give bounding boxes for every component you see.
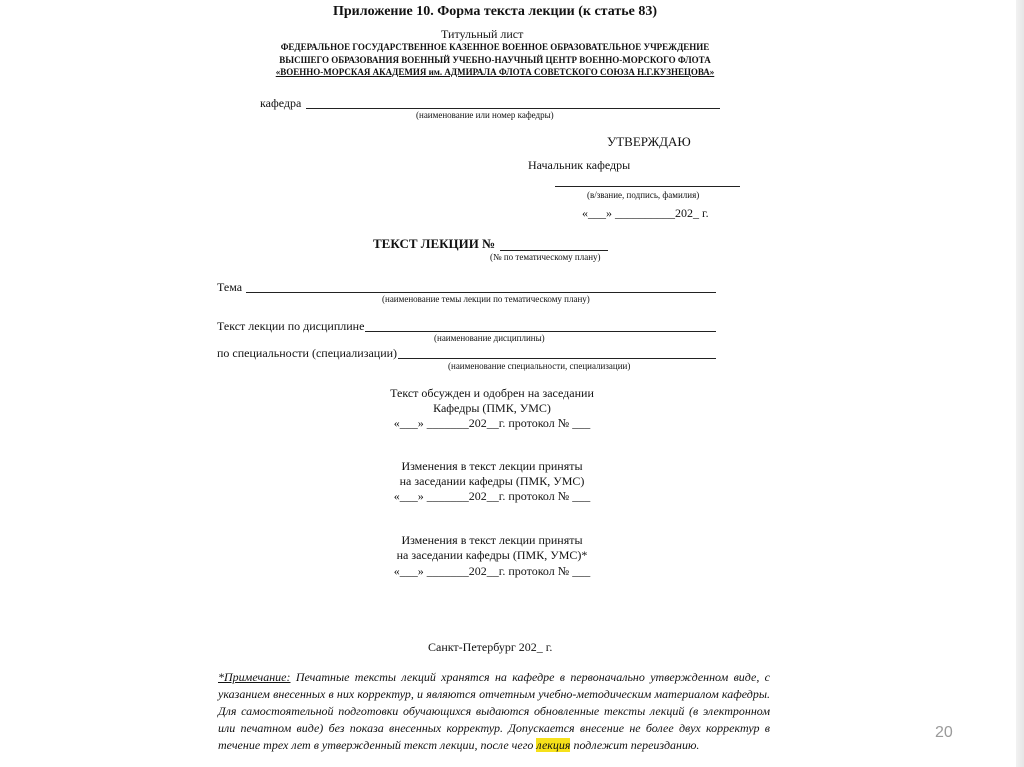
department-label: кафедра [260, 96, 302, 110]
topic-caption: (наименование темы лекции по тематическому плану) [382, 294, 590, 304]
title-page-label: Титульный лист [441, 27, 524, 41]
footnote-text-1: Печатные тексты лекций хранятся на кафедре в первоначально утвержденном виде, с указанием внесенных в них корректур, и являются отчетным учебно-методическим материалом кафедры. Для самостоятельной подготовки обучающихся выдаются обновленные тексты лекций (в электронном или печатном виде) без показа внесенных корректур. Допускается внесение не более двух корректур в течение трех лет в утвержденный текст лекции, после чего [218, 670, 770, 752]
department-field-line [306, 108, 720, 109]
footnote [218, 669, 770, 754]
changes-block-2-line-3: «___» _______202__г. протокол № ___ [393, 564, 591, 578]
approval-block-1-line-1: Текст обсужден и одобрен на заседании [390, 386, 594, 400]
changes-block-2-line-2: на заседании кафедры (ПМК, УМС)* [396, 548, 588, 562]
approve-caption: (в/звание, подпись, фамилия) [587, 190, 700, 200]
topic-field-line [246, 292, 716, 293]
changes-block-1-line-1: Изменения в текст лекции приняты [401, 459, 583, 473]
approve-date: «___» __________202_ г. [582, 206, 709, 220]
discipline-caption: (наименование дисциплины) [434, 333, 545, 343]
institution-line-3: «ВОЕННО-МОРСКАЯ АКАДЕМИЯ им. АДМИРАЛА ФЛОТА СОВЕТСКОГО СОЮЗА Н.Г.КУЗНЕЦОВА» [275, 67, 715, 77]
approve-title: УТВЕРЖДАЮ [607, 134, 691, 149]
approval-block-1-line-3: «___» _______202__г. протокол № ___ [393, 416, 591, 430]
institution-line-2: ВЫСШЕГО ОБРАЗОВАНИЯ ВОЕННЫЙ УЧЕБНО-НАУЧНЫЙ ЦЕНТР ВОЕННО-МОРСКОГО ФЛОТА [279, 55, 711, 65]
city-year: Санкт-Петербург 202_ г. [428, 640, 553, 654]
specialty-caption: (наименование специальности, специализации) [448, 361, 631, 371]
page-number: 20 [935, 724, 953, 741]
lecture-number-line [500, 250, 608, 251]
topic-label: Тема [217, 280, 243, 294]
discipline-label: Текст лекции по дисциплине [217, 319, 365, 333]
department-caption: (наименование или номер кафедры) [416, 110, 554, 120]
changes-block-2-line-1: Изменения в текст лекции приняты [401, 533, 583, 547]
specialty-field-line [398, 358, 716, 359]
institution-line-1: ФЕДЕРАЛЬНОЕ ГОСУДАРСТВЕННОЕ КАЗЕННОЕ ВОЕННОЕ ОБРАЗОВАТЕЛЬНОЕ УЧРЕЖДЕНИЕ [280, 42, 710, 52]
footnote-highlight: лекция [536, 738, 571, 752]
signature-line [555, 186, 740, 187]
specialty-label: по специальности (специализации) [217, 346, 398, 360]
discipline-field-line [365, 331, 716, 332]
lecture-title: ТЕКСТ ЛЕКЦИИ № [373, 236, 496, 251]
appendix-heading: Приложение 10. Форма текста лекции (к статье 83) [333, 4, 658, 19]
footnote-mark: *Примечание: [218, 670, 291, 684]
approve-head: Начальник кафедры [528, 158, 631, 172]
footnote-text-2: подлежит переизданию. [570, 738, 700, 752]
changes-block-1-line-2: на заседании кафедры (ПМК, УМС) [399, 474, 585, 488]
approval-block-1-line-2: Кафедры (ПМК, УМС) [433, 401, 551, 415]
changes-block-1-line-3: «___» _______202__г. протокол № ___ [393, 489, 591, 503]
slide-edge [1016, 0, 1024, 767]
lecture-caption: (№ по тематическому плану) [490, 252, 601, 262]
